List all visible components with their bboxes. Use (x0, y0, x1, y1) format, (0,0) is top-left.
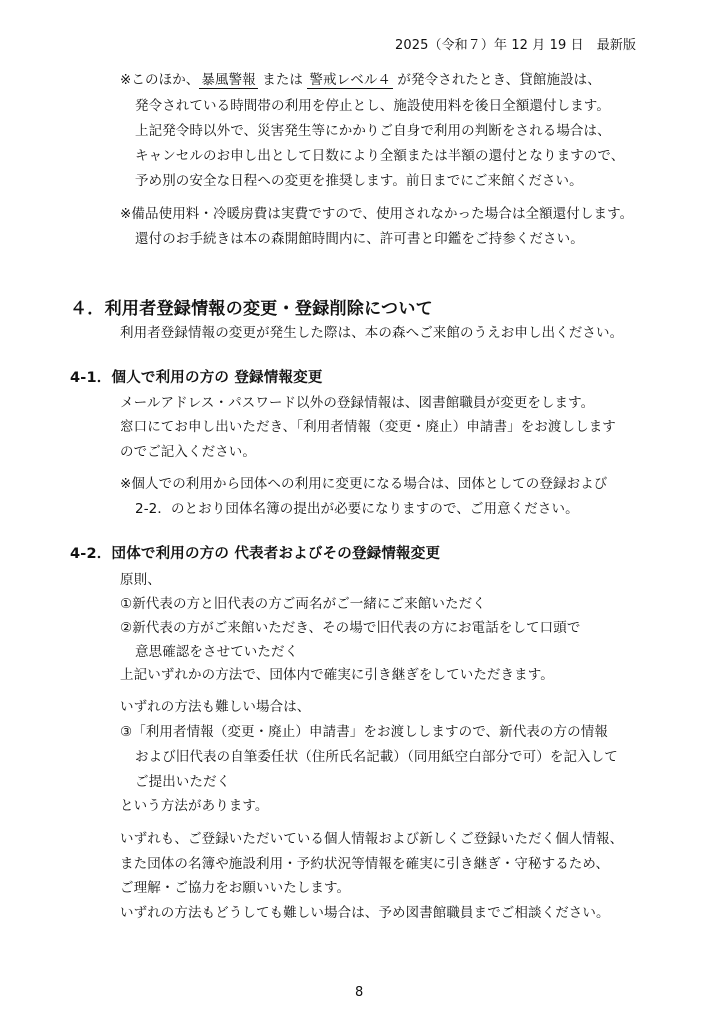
section-4-2-alt-line: および旧代表の自筆委任状（住所氏名記載）（同用紙空白部分で可）を記入して (135, 749, 618, 765)
storm-note-line: 発令されている時間帯の利用を停止とし、施設使用料を後日全額還付します。 (135, 98, 610, 114)
storm-note-line: 予め別の安全な日程への変更を推奨します。前日までにご来館ください。 (135, 173, 583, 189)
section-4-1-note-line: ※個人での利用から団体への利用に変更になる場合は、団体としての登録および (120, 476, 608, 492)
section-4-intro: 利用者登録情報の変更が発生した際は、本の森へご来館のうえお申し出ください。 (120, 325, 624, 341)
storm-note-suffix: が発令されたとき、貸館施設は、 (393, 72, 601, 88)
section-4-heading: ４．利用者登録情報の変更・登録削除について (70, 299, 433, 319)
storm-note-prefix: ※このほか、 (120, 72, 200, 88)
section-4-2-alt-line: という方法があります。 (120, 798, 269, 814)
section-4-1-line: のでご記入ください。 (120, 444, 256, 460)
section-4-1-note-line: 2-2．のとおり団体名簿の提出が必要になりますので、ご用意ください。 (135, 501, 579, 517)
section-4-2-line: ②新代表の方がご来館いただき、その場で旧代表の方にお電話をして口頭で (120, 620, 581, 636)
storm-note-line: 上記発令時以外で、災害発生等にかかりご自身で利用の判断をされる場合は、 (135, 123, 611, 139)
equipment-note-line: ※備品使用料・冷暖房費は実費ですので、使用されなかった場合は全額還付します。 (120, 206, 634, 222)
section-4-2-closing-line: いずれも、ご登録いただいている個人情報および新しくご登録いただく個人情報、 (120, 831, 624, 847)
section-4-2-line: ①新代表の方と旧代表の方ご両名がご一緒にご来館いただく (120, 596, 486, 612)
storm-note-mid: または (257, 72, 308, 88)
section-4-2-line: 意思確認をさせていただく (135, 644, 299, 660)
section-4-2-line: 上記いずれかの方法で、団体内で確実に引き継ぎをしていただきます。 (120, 667, 554, 683)
section-4-2-closing-line: いずれの方法もどうしても難しい場合は、予め図書館職員までご相談ください。 (120, 905, 610, 921)
storm-note-first-line (120, 71, 601, 89)
equipment-note-line: 還付のお手続きは本の森開館時間内に、許可書と印鑑をご持参ください。 (135, 231, 584, 247)
storm-warning-term: 暴風警報 (201, 72, 256, 88)
section-4-1-line: メールアドレス・パスワード以外の登録情報は、図書館職員が変更をします。 (120, 395, 595, 411)
revision-date: 2025（令和７）年 12 月 19 日 最新版 (395, 38, 637, 53)
storm-note-line: キャンセルのお申し出として日数により全額または半額の還付となりますので、 (135, 148, 625, 164)
section-4-2-alt-line: ご提出いただく (135, 774, 231, 790)
section-4-2-heading: 4-2．団体で利用の方の 代表者およびその登録情報変更 (70, 546, 441, 562)
section-4-1-heading: 4-1．個人で利用の方の 登録情報変更 (70, 370, 323, 386)
section-4-2-alt-line: ③「利用者情報（変更・廃止）申請書」をお渡ししますので、新代表の方の情報 (120, 724, 608, 740)
section-4-1-line: 窓口にてお申し出いただき、「利用者情報（変更・廃止）申請書」をお渡しします (120, 419, 616, 435)
page-number: 8 (355, 985, 364, 1000)
section-4-2-closing-line: また団体の名簿や施設利用・予約状況等情報を確実に引き継ぎ・守秘するため、 (120, 856, 610, 872)
section-4-2-closing-line: ご理解・ご協力をお願いいたします。 (120, 880, 351, 896)
section-4-2-line: 原則、 (120, 572, 161, 588)
section-4-2-alt-line: いずれの方法も難しい場合は、 (120, 699, 311, 715)
alert-level-term: 警戒レベル４ (309, 72, 392, 88)
